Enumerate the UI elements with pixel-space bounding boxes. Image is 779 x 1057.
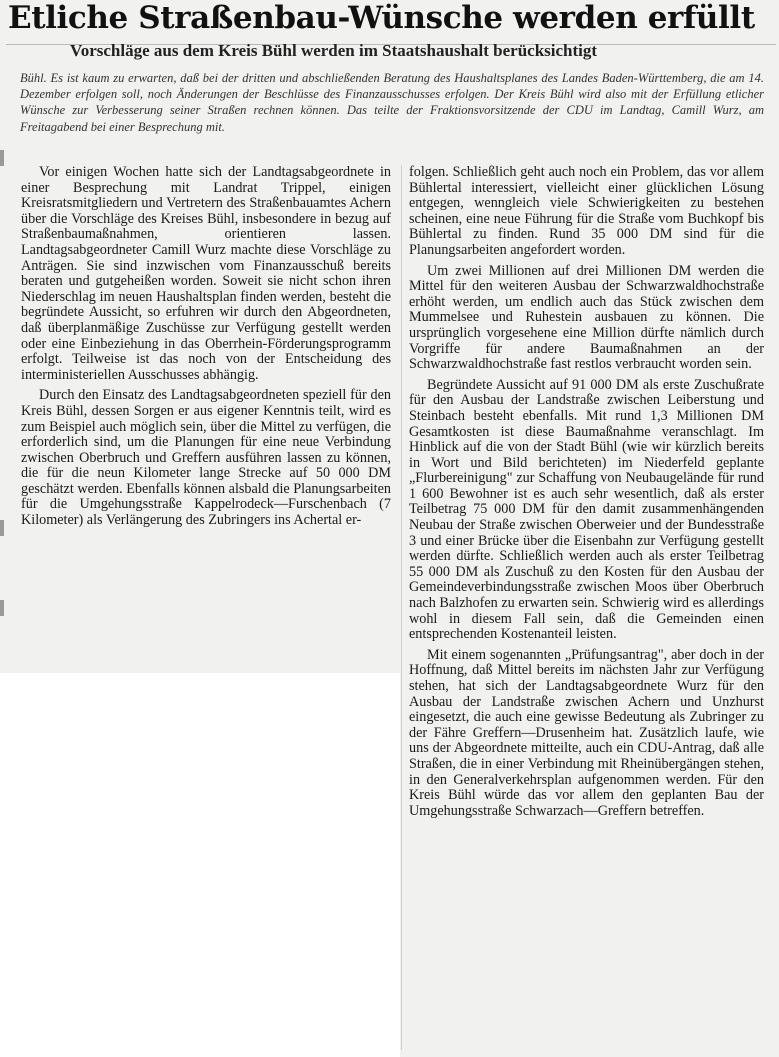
- left-column: [21, 165, 391, 529]
- article-headline: Etliche Straßenbau-Wünsche werden erfüllt: [8, 0, 755, 36]
- paragraph: Begründete Aussicht auf 91 000 DM als erste Zuschußrate für den Ausbau der Landstraße zwischen Leiberstung und Steinbach besteht ebenfalls. Mit rund 1,3 Millionen DM Gesamtkosten ist diese Baumaßnahme veranschlagt. Im Hinblick auf die von der Stadt Bühl (wie wir kürzlich bereits in Wort und Bild berichteten) im Niederfeld geplante „Flurbereinigung" zur Schaffung von Neubaugelände für rund 1 600 Bewohner ist es auch sehr wesentlich, daß als erster Teilbetrag 75 000 DM für den damit zusammenhängenden Neubau der Straße zwischen Oberweier und der Bundesstraße 3 und einer Brücke über die Eisenbahn zur Verfügung gestellt werden dürfte. Schließlich werden auch als erster Teilbetrag 55 000 DM als Zuschuß zu den Kosten für den Ausbau der Gemeindeverbindungsstraße zwischen Moos über Oberbruch nach Balzhofen zu erwarten sein. Schwierig wird es allerdings wohl in diesem Fall sein, daß die Gemeinden einen entsprechenden Kostenanteil leisten.: [409, 376, 764, 643]
- article-lead: Bühl. Es ist kaum zu erwarten, daß bei der dritten und abschließenden Beratung des Haushaltsplanes des Landes Baden-Württemberg, die am 14. Dezember erfolgen soll, noch Änderungen der Beschlüsse des Finanzausschusses erfolgen. Der Kreis Bühl wird also mit der Erfüllung etlicher Wünsche zur Verbesserung seiner Straßen rechnen können. Das teilte der Fraktionsvorsitzende der CDU im Landtag, Camill Wurz, am Freitagabend bei einer Besprechung mit.: [20, 71, 764, 134]
- paragraph: Mit einem sogenannten „Prüfungsantrag", aber doch in der Hoffnung, daß Mittel bereits im nächsten Jahr zur Verfügung stehen, hat sich der Landtagsabgeordnete Wurz für den Ausbau der Landstraße zwischen Achern und Unzhurst eingesetzt, die auch eine gewisse Bedeutung als Zubringer zu der Fähre Greffern—Drusenheim hat. Zusätzlich laufe, wie uns der Abgeordnete mitteilte, auch ein CDU-Antrag, daß alle Straßen, die in einer Verbindung mit Rheinübergängen stehen, in den Generalverkehrsplan aufgenommen werden. Für den Kreis Bühl würde das vor allem den geplanten Bau der Umgehungsstraße Schwarzach—Greffern betreffen.: [409, 646, 764, 819]
- article-subheadline: Vorschläge aus dem Kreis Bühl werden im Staatshaushalt berücksichtigt: [70, 41, 598, 60]
- paragraph-continuation: folgen. Schließlich geht auch noch ein Problem, das vor allem Bühlertal interessiert, vielleicht einer glücklichen Lösung entgegen, wenngleich viele Schwierigkeiten zu bestehen scheinen, eine neue Führung für die Straße vom Buchkopf bis Bühlertal zu finden. Rund 35 000 DM sind für die Planungsarbeiten angefordert worden.: [409, 164, 764, 258]
- paragraph: Durch den Einsatz des Landtagsabgeordneten speziell für den Kreis Bühl, dessen Sorgen er aus eigener Kenntnis teilt, wird es zum Beispiel auch möglich sein, über die Mittel zu verfügen, die erforderlich sind, um die Planungen für eine neue Verbindung zwischen Oberbruch und Greffern ausführen lassen zu können, die für die neun Kilometer lange Strecke auf 50 000 DM geschätzt werden. Ebenfalls können alsbald die Planungsarbeiten für die Umgehungsstraße Kappelrodeck—Furschenbach (7 Kilometer) als Verlängerung des Zubringers ins Achertal er-: [21, 387, 391, 529]
- right-column: [409, 165, 764, 819]
- paragraph: Um zwei Millionen auf drei Millionen DM werden die Mittel für den weiteren Ausbau der Schwarzwaldhochstraße erhöht werden, um endlich auch das Stück zwischen dem Mummelsee und Ruhestein ausbauen zu können. Die ursprünglich vorgesehene eine Million dürfte nämlich durch Vorgriffe für andere Baumaßnahmen an der Schwarzwaldhochstraße fast restlos verbraucht worden sein.: [409, 262, 764, 373]
- paragraph: Vor einigen Wochen hatte sich der Landtagsabgeordnete in einer Besprechung mit Landrat Trippel, einigen Kreisratsmitgliedern und Vertretern des Straßenbauamtes Achern über die Vorschläge des Kreises Bühl, insbesondere in bezug auf Straßenbaumaßnahmen, orientieren lassen. Landtagsabgeordneter Camill Wurz machte diese Vorschläge zu Anträgen. Sie sind inzwischen vom Finanzausschuß bereits beraten und gutgeheißen worden. Soweit sie nicht schon ihren Niederschlag im neuen Haushaltsplan finden werden, besteht die begründete Aussicht, so erfuhren wir durch den Abgeordneten, daß überplanmäßige Zuschüsse zur Verfügung gestellt werden oder eine Einbeziehung in das Oberrhein-Förderungsprogramm erfolgt. Teilweise ist das noch von der Entscheidung des interministeriellen Ausschusses abhängig.: [21, 164, 391, 383]
- column-divider: [401, 165, 402, 1050]
- column-edge-marks: [0, 0, 6, 673]
